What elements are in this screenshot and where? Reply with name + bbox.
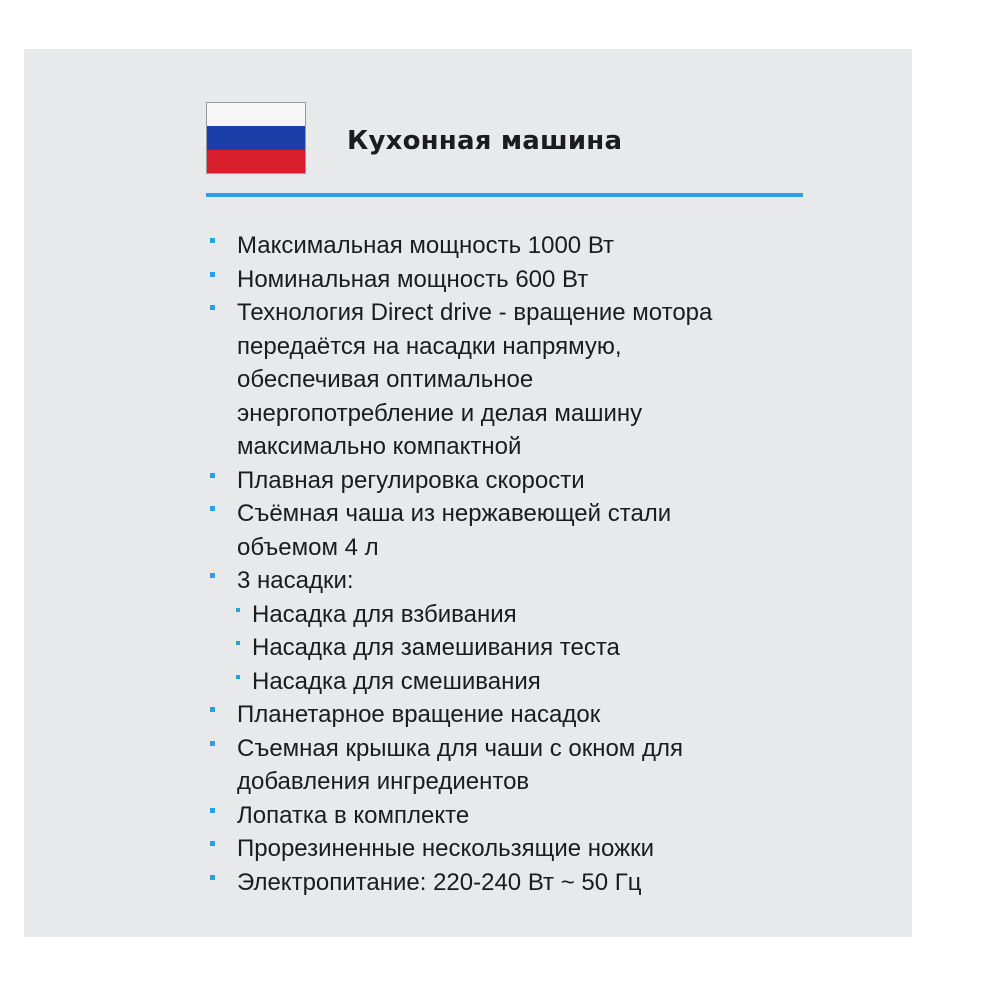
- feature-text: передаётся на насадки напрямую,: [237, 332, 622, 360]
- feature-continuation: [206, 765, 806, 799]
- title-divider: [206, 193, 803, 197]
- feature-text: Технология Direct drive - вращение мотора: [237, 299, 713, 326]
- feature-text: Насадка для взбивания: [252, 600, 517, 628]
- feature-text: Электропитание: 220-240 Вт ~ 50 Гц: [237, 868, 642, 896]
- feature-text: объемом 4 л: [237, 533, 379, 561]
- feature-item: [206, 832, 806, 866]
- feature-text: Прорезиненные нескользящие ножки: [237, 835, 655, 862]
- flag-stripe-blue: [207, 126, 305, 149]
- feature-subitem: [206, 631, 806, 665]
- bullet-icon: [210, 272, 215, 277]
- feature-text: Съёмная чаша из нержавеющей стали: [237, 500, 672, 527]
- feature-list: [206, 229, 806, 899]
- page-title: Кухонная машина: [347, 126, 623, 156]
- feature-text: Лопатка в комплекте: [237, 801, 470, 829]
- flag-stripe-red: [207, 150, 305, 173]
- bullet-icon: [210, 875, 215, 880]
- bullet-icon: [210, 506, 215, 511]
- feature-text: добавления ингредиентов: [237, 768, 530, 795]
- bullet-icon: [210, 741, 215, 746]
- flag-stripe-white: [207, 103, 305, 126]
- feature-text: обеспечивая оптимальное: [237, 366, 534, 393]
- feature-text: Планетарное вращение насадок: [237, 701, 601, 728]
- feature-item: [206, 866, 806, 900]
- bullet-icon: [210, 473, 215, 478]
- sub-bullet-icon: [236, 675, 240, 679]
- russian-flag-icon: [206, 102, 306, 174]
- feature-text: Съемная крышка для чаши с окном для: [237, 734, 683, 762]
- bullet-icon: [210, 573, 215, 578]
- feature-item: [206, 732, 806, 766]
- bullet-icon: [210, 707, 215, 712]
- feature-text: Плавная регулировка скорости: [237, 466, 585, 494]
- feature-continuation: [206, 430, 806, 464]
- feature-item: [206, 497, 806, 531]
- sub-bullet-icon: [236, 608, 240, 612]
- bullet-icon: [210, 841, 215, 846]
- feature-text: Номинальная мощность 600 Вт: [237, 265, 589, 293]
- feature-item: [206, 296, 806, 330]
- feature-item: [206, 263, 806, 297]
- feature-text: Максимальная мощность 1000 Вт: [237, 232, 615, 259]
- sub-bullet-icon: [236, 641, 240, 645]
- feature-item: [206, 564, 806, 598]
- bullet-icon: [210, 305, 215, 310]
- feature-continuation: [206, 363, 806, 397]
- feature-subitem: [206, 665, 806, 699]
- feature-text: 3 насадки:: [237, 567, 354, 594]
- feature-text: Насадка для замешивания теста: [252, 634, 620, 661]
- feature-item: [206, 229, 806, 263]
- feature-continuation: [206, 397, 806, 431]
- feature-continuation: [206, 330, 806, 364]
- feature-continuation: [206, 531, 806, 565]
- feature-subitem: [206, 598, 806, 632]
- feature-text: энергопотребление и делая машину: [237, 399, 643, 427]
- feature-item: [206, 799, 806, 833]
- feature-text: максимально компактной: [237, 433, 522, 460]
- feature-item: [206, 464, 806, 498]
- bullet-icon: [210, 808, 215, 813]
- bullet-icon: [210, 238, 215, 243]
- feature-item: [206, 698, 806, 732]
- feature-text: Насадка для смешивания: [252, 667, 541, 695]
